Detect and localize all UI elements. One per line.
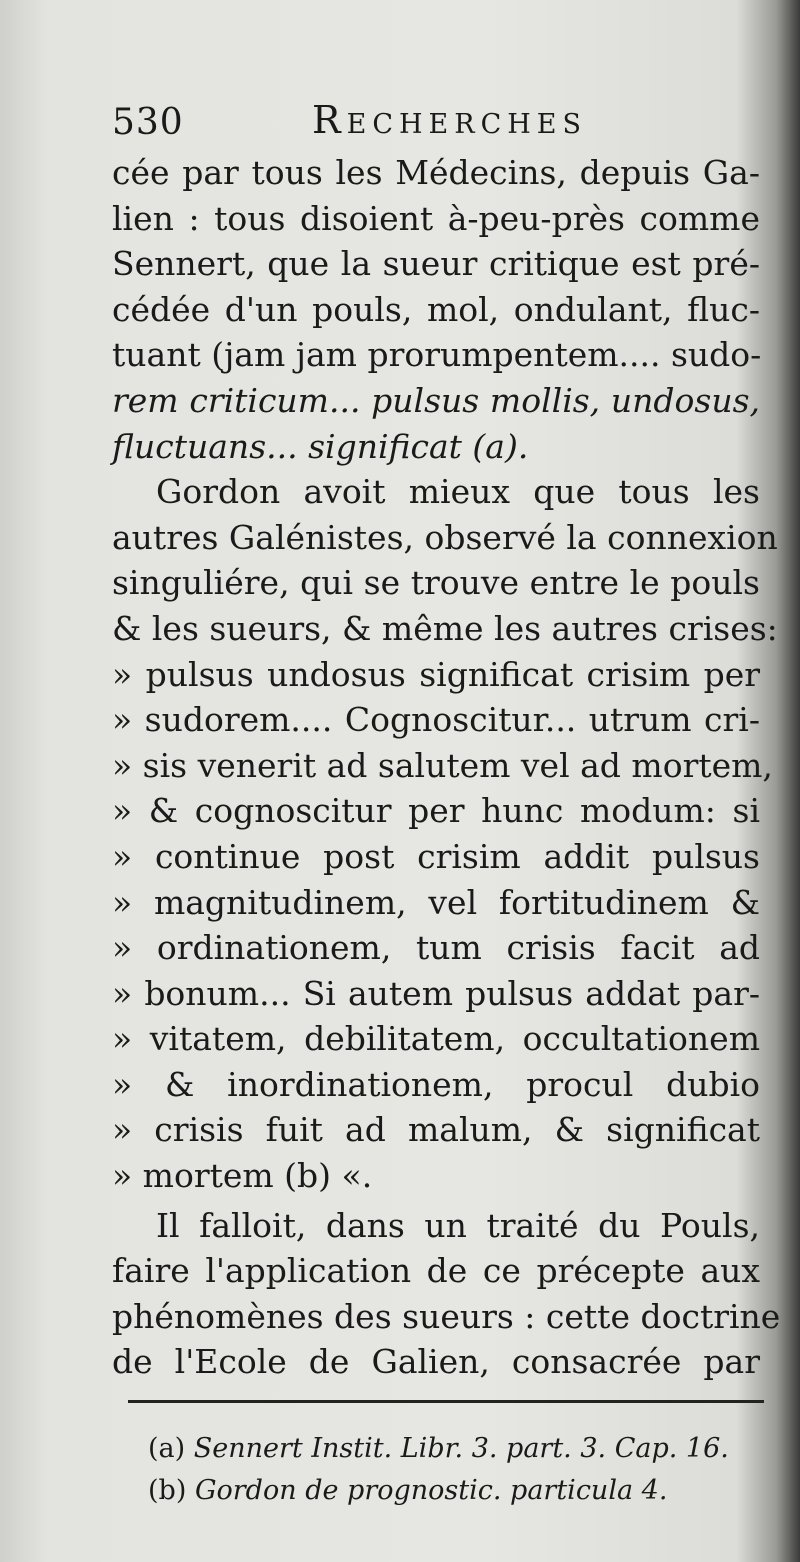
footnote bbox=[148, 1428, 768, 1470]
quote-line: » sis venerit ad salutem vel ad mortem, bbox=[112, 745, 773, 785]
quote-line: » sudorem.... Cognoscitur... utrum cri- bbox=[112, 700, 760, 740]
body-text bbox=[112, 150, 781, 1385]
footnote-divider bbox=[128, 1400, 764, 1403]
footnotes bbox=[148, 1428, 768, 1512]
footnote-text: Sennert Instit. Libr. 3. part. 3. Cap. 16. bbox=[193, 1433, 729, 1464]
footnote-mark: (a) bbox=[148, 1433, 186, 1464]
quote-line: » crisis fuit ad malum, & significat bbox=[112, 1110, 760, 1150]
quote-line: » mortem (b) «. bbox=[112, 1156, 373, 1196]
quote-line: » bonum... Si autem pulsus addat par- bbox=[112, 973, 760, 1013]
text-line: Gordon avoit mieux que tous les bbox=[156, 472, 760, 512]
page-header bbox=[112, 98, 612, 148]
text-line: Il falloit, dans un traité du Pouls, bbox=[156, 1205, 760, 1245]
text-line: fluctuans... significat (a). bbox=[112, 426, 529, 466]
text-line: rem criticum... pulsus mollis, undosus, bbox=[112, 380, 760, 420]
footnote-text: Gordon de prognostic. particula 4. bbox=[194, 1475, 668, 1506]
text-line: autres Galénistes, observé la connexion bbox=[112, 517, 778, 557]
text-line: Sennert, que la sueur critique est pré- bbox=[112, 244, 760, 284]
text-line: cédée d'un pouls, mol, ondulant, fluc- bbox=[112, 289, 760, 329]
text-line: faire l'application de ce précepte aux bbox=[112, 1251, 760, 1291]
text-line: tuant (jam jam prorumpentem.... sudo- bbox=[112, 335, 762, 375]
text-line: & les sueurs, & même les autres crises: bbox=[112, 608, 778, 648]
quote-line: » pulsus undosus significat crisim per bbox=[112, 654, 760, 694]
text-line: de l'Ecole de Galien, consacrée par bbox=[112, 1342, 760, 1382]
quote-line: » & inordinationem, procul dubio bbox=[112, 1064, 760, 1104]
quote-line: » magnitudinem, vel fortitudinem & bbox=[112, 882, 760, 922]
text-line: lien : tous disoient à-peu-près comme bbox=[112, 198, 760, 238]
text-line: cée par tous les Médecins, depuis Ga- bbox=[112, 153, 760, 192]
page-number: 530 bbox=[112, 102, 184, 143]
text-line: phénomènes des sueurs : cette doctrine bbox=[112, 1296, 781, 1336]
quote-line: » vitatem, debilitatem, occultationem bbox=[112, 1019, 760, 1059]
footnote bbox=[148, 1470, 768, 1512]
quote-line: » ordinationem, tum crisis facit ad bbox=[112, 928, 760, 968]
text-line: singuliére, qui se trouve entre le pouls bbox=[112, 563, 760, 603]
quote-line: » continue post crisim addit pulsus bbox=[112, 836, 760, 876]
running-head: Recherches bbox=[312, 98, 587, 142]
footnote-mark: (b) bbox=[148, 1475, 187, 1506]
quote-line: » & cognoscitur per hunc modum: si bbox=[112, 791, 760, 831]
